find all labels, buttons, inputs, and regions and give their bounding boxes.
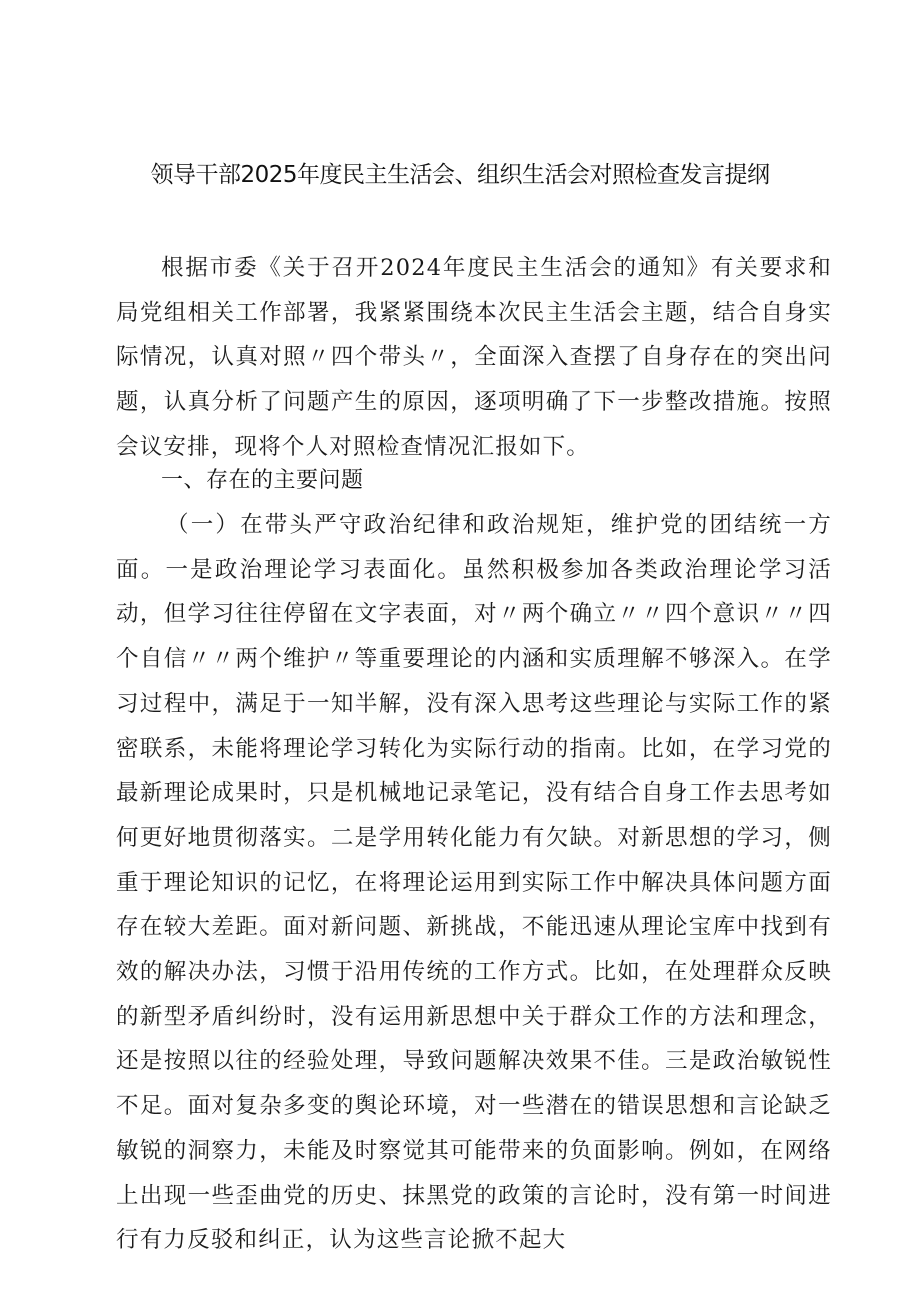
section-heading: 一、存在的主要问题 (161, 468, 364, 493)
section-paragraph: （一）在带头严守政治纪律和政治规矩，维护党的团结统一方面。一是政治理论学习表面化。虽然积极参加各类政治理论学习活动，但学习往往停留在文字表面，对〃两个确立〃〃四个意识〃〃四个自信〃〃两个维护〃等重要理论的内涵和实质理解不够深入。在学习过程中，满足于一知半解，没有深入思考这些理论与实际工作的紧密联系，未能将理论学习转化为实际行动的指南。比如，在学习党的最新理论成果时，只是机械地记录笔记，没有结合自身工作去思考如何更好地贯彻落实。二是学用转化能力有欠缺。对新思想的学习，侧重于理论知识的记忆，在将理论运用到实际工作中解决具体问题方面存在较大差距。面对新问题、新挑战，不能迅速从理论宝库中找到有效的解决办法，习惯于沿用传统的工作方式。比如，在处理群众反映的新型矛盾纠纷时，没有运用新思想中关于群众工作的方法和理念，还是按照以往的经验处理，导致问题解决效果不佳。三是政治敏锐性不足。面对复杂多变的舆论环境，对一些潜在的错误思想和言论缺乏敏锐的洞察力，未能及时察觉其可能带来的负面影响。例如，在网络上出现一些歪曲党的历史、抹黑党的政策的言论时，没有第一时间进行有力反驳和纠正，认为这些言论掀不起大 (116, 512, 832, 1254)
document-title: 领导干部2025年度民主生活会、组织生活会对照检查发言提纲 (150, 162, 770, 188)
intro-paragraph: 根据市委《关于召开2024年度民主生活会的通知》有关要求和局党组相关工作部署，我紧紧围绕本次民主生活会主题，结合自身实际情况，认真对照〃四个带头〃，全面深入查摆了自身存在的突出问题，认真分析了问题产生的原因，逐项明确了下一步整改措施。按照会议安排，现将个人对照检查情况汇报如下。 (116, 255, 832, 460)
